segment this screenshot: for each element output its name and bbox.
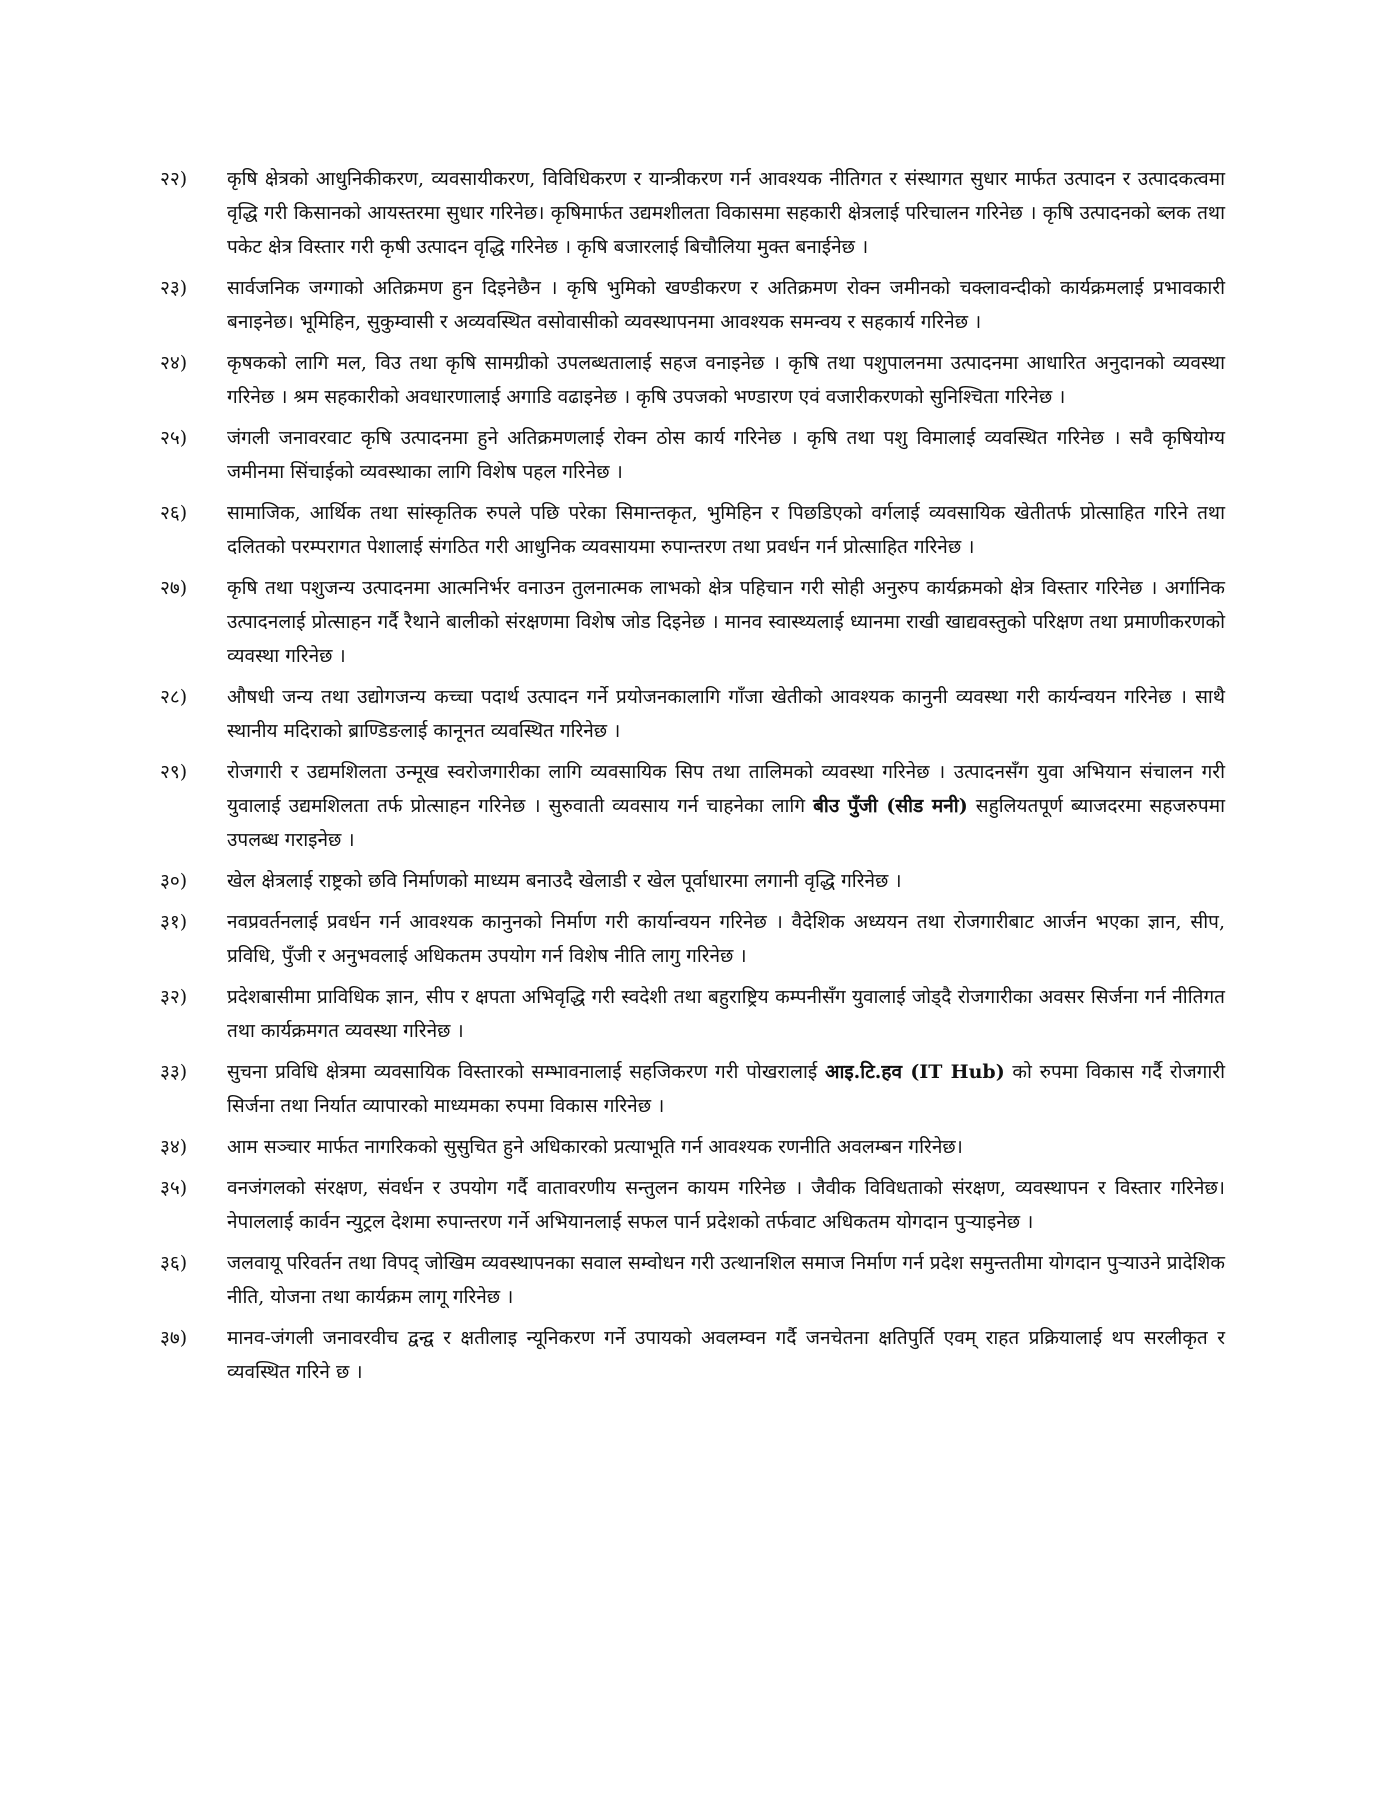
item-text: नवप्रवर्तनलाई प्रवर्धन गर्न आवश्यक कानुनको निर्माण गरी कार्यान्वयन गरिनेछ । वैदेशिक अध्ययन तथा रोजगारीबाट आर्जन भएका ज्ञान, सीप, प्रविधि, पुँजी र अनुभवलाई अधिकतम उपयोग गर्न विशेष नीति लागु गरिनेछ ।: [227, 911, 1225, 967]
list-item: [160, 905, 1225, 973]
item-number: ३०): [160, 870, 188, 892]
item-number: २३): [160, 277, 188, 299]
list-item: [160, 980, 1225, 1048]
item-text: आम सञ्चार मार्फत नागरिकको सुसुचित हुने अधिकारको प्रत्याभूति गर्न आवश्यक रणनीति अवलम्बन गरिनेछ।: [227, 1136, 963, 1158]
item-text: [227, 1055, 1225, 1123]
item-number: ३३): [160, 1061, 188, 1083]
item-number: ३४): [160, 1136, 188, 1158]
item-text: [227, 755, 1225, 857]
item-text: कृषि तथा पशुजन्य उत्पादनमा आत्मनिर्भर वनाउन तुलनात्मक लाभको क्षेत्र पहिचान गरी सोही अनुरुप कार्यक्रमको क्षेत्र विस्तार गरिनेछ । अर्गानिक उत्पादनलाई प्रोत्साहन गर्दै रैथाने बालीको संरक्षणमा विशेष जोड दिइनेछ । मानव स्वास्थ्यलाई ध्यानमा राखी खाद्यवस्तुको परिक्षण तथा प्रमाणीकरणको व्यवस्था गरिनेछ ।: [227, 577, 1225, 667]
item-text: प्रदेशबासीमा प्राविधिक ज्ञान, सीप र क्षपता अभिवृद्धि गरी स्वदेशी तथा बहुराष्ट्रिय कम्पनीसँग युवालाई जोड्दै रोजगारीका अवसर सिर्जना गर्न नीतिगत तथा कार्यक्रमगत व्यवस्था गरिनेछ ।: [227, 986, 1225, 1042]
item-text: जलवायू परिवर्तन तथा विपद् जोखिम व्यवस्थापनका सवाल सम्वोधन गरी उत्थानशिल समाज निर्माण गर्न प्रदेश समुन्ततीमा योगदान पुऱ्याउने प्रादेशिक नीति, योजना तथा कार्यक्रम लागू गरिनेछ ।: [227, 1252, 1225, 1308]
list-item: [160, 1246, 1225, 1314]
item-text-part: को रुपमा विकास गर्दै रोजगारी सिर्जना तथा निर्यात व्यापारको माध्यमका रुपमा विकास गरिनेछ ।: [227, 1061, 1225, 1117]
item-number: २६): [160, 502, 188, 524]
list-item: [160, 680, 1225, 748]
list-item: [160, 271, 1225, 339]
bold-phrase: बीउ पुँजी (सीड मनी): [813, 795, 968, 817]
item-number: २९): [160, 761, 188, 783]
item-text-part: रोजगारी र उद्यमशिलता उन्मूख स्वरोजगारीका लागि व्यवसायिक सिप तथा तालिमको व्यवस्था गरिनेछ । उत्पादनसँग युवा अभियान संचालन गरी युवालाई उद्यमशिलता तर्फ प्रोत्साहन गरिनेछ । सुरुवाती व्यवसाय गर्न चाहनेका लागि: [227, 761, 1225, 817]
item-number: २४): [160, 352, 188, 374]
item-text: सामाजिक, आर्थिक तथा सांस्कृतिक रुपले पछि परेका सिमान्तकृत, भुमिहिन र पिछडिएको वर्गलाई व्यवसायिक खेतीतर्फ प्रोत्साहित गरिने तथा दलितको परम्परागत पेशालाई संगठित गरी आधुनिक व्यवसायमा रुपान्तरण तथा प्रवर्धन गर्न प्रोत्साहित गरिनेछ ।: [227, 502, 1225, 558]
item-text: खेल क्षेत्रलाई राष्ट्रको छवि निर्माणको माध्यम बनाउदै खेलाडी र खेल पूर्वाधारमा लगानी वृद्धि गरिनेछ ।: [227, 870, 902, 892]
item-text: सार्वजनिक जग्गाको अतिक्रमण हुन दिइनेछैन । कृषि भुमिको खण्डीकरण र अतिक्रमण रोक्न जमीनको चक्लावन्दीको कार्यक्रमलाई प्रभावकारी बनाइनेछ। भूमिहिन, सुकुम्वासी र अव्यवस्थित वसोवासीको व्यवस्थापनमा आवश्यक समन्वय र सहकार्य गरिनेछ ।: [227, 277, 1225, 333]
list-item: [160, 1171, 1225, 1239]
item-number: ३१): [160, 911, 188, 933]
bold-phrase: आइ.टि.हव (IT Hub): [824, 1061, 1005, 1083]
item-text: कृषकको लागि मल, विउ तथा कृषि सामग्रीको उपलब्धतालाई सहज वनाइनेछ । कृषि तथा पशुपालनमा उत्पादनमा आधारित अनुदानको व्यवस्था गरिनेछ । श्रम सहकारीको अवधारणालाई अगाडि वढाइनेछ । कृषि उपजको भण्डारण एवं वजारीकरणको सुनिश्चिता गरिनेछ ।: [227, 352, 1225, 408]
item-number: ३५): [160, 1177, 188, 1199]
policy-list: [160, 162, 1225, 1396]
list-item: [160, 496, 1225, 564]
item-number: ३६): [160, 1252, 188, 1274]
list-item: [160, 1321, 1225, 1389]
item-number: २५): [160, 427, 188, 449]
list-item: [160, 421, 1225, 489]
item-number: ३२): [160, 986, 188, 1008]
item-text: कृषि क्षेत्रको आधुनिकीकरण, व्यवसायीकरण, विविधिकरण र यान्त्रीकरण गर्न आवश्यक नीतिगत र संस्थागत सुधार मार्फत उत्पादन र उत्पादकत्वमा वृद्धि गरी किसानको आयस्तरमा सुधार गरिनेछ। कृषिमार्फत उद्यमशीलता विकासमा सहकारी क्षेत्रलाई परिचालन गरिनेछ । कृषि उत्पादनको ब्लक तथा पकेट क्षेत्र विस्तार गरी कृषी उत्पादन वृद्धि गरिनेछ । कृषि बजारलाई बिचौलिया मुक्त बनाईनेछ ।: [227, 168, 1225, 258]
item-text-part: सहुलियतपूर्ण ब्याजदरमा सहजरुपमा उपलब्ध गराइनेछ ।: [227, 795, 1225, 851]
item-number: २२): [160, 168, 188, 190]
item-text: वनजंगलको संरक्षण, संवर्धन र उपयोग गर्दै वातावरणीय सन्तुलन कायम गरिनेछ । जैवीक विविधताको संरक्षण, व्यवस्थापन र विस्तार गरिनेछ। नेपाललाई कार्वन न्युट्रल देशमा रुपान्तरण गर्ने अभियानलाई सफल पार्न प्रदेशको तर्फवाट अधिकतम योगदान पुऱ्याइनेछ ।: [227, 1177, 1225, 1233]
list-item: [160, 1130, 1225, 1164]
item-number: २७): [160, 577, 188, 599]
list-item: [160, 864, 1225, 898]
item-text: औषधी जन्य तथा उद्योगजन्य कच्चा पदार्थ उत्पादन गर्ने प्रयोजनकालागि गाँजा खेतीको आवश्यक कानुनी व्यवस्था गरी कार्यन्वयन गरिनेछ । साथै स्थानीय मदिराको ब्राण्डिङलाई कानूनत व्यवस्थित गरिनेछ ।: [227, 686, 1225, 742]
list-item: [160, 1055, 1225, 1123]
list-item: [160, 346, 1225, 414]
item-number: ३७): [160, 1327, 188, 1349]
list-item: [160, 755, 1225, 857]
item-text: मानव-जंगली जनावरवीच द्वन्द्व र क्षतीलाइ न्यूनिकरण गर्ने उपायको अवलम्वन गर्दै जनचेतना क्षतिपुर्ति एवम् राहत प्रक्रियालाई थप सरलीकृत र व्यवस्थित गरिने छ ।: [227, 1327, 1225, 1383]
item-text: जंगली जनावरवाट कृषि उत्पादनमा हुने अतिक्रमणलाई रोक्न ठोस कार्य गरिनेछ । कृषि तथा पशु विमालाई व्यवस्थित गरिनेछ । सवै कृषियोग्य जमीनमा सिंचाईको व्यवस्थाका लागि विशेष पहल गरिनेछ ।: [227, 427, 1225, 483]
list-item: [160, 571, 1225, 673]
item-text-part: सुचना प्रविधि क्षेत्रमा व्यवसायिक विस्तारको सम्भावनालाई सहजिकरण गरी पोखरालाई: [227, 1061, 825, 1083]
item-number: २८): [160, 686, 188, 708]
list-item: [160, 162, 1225, 264]
